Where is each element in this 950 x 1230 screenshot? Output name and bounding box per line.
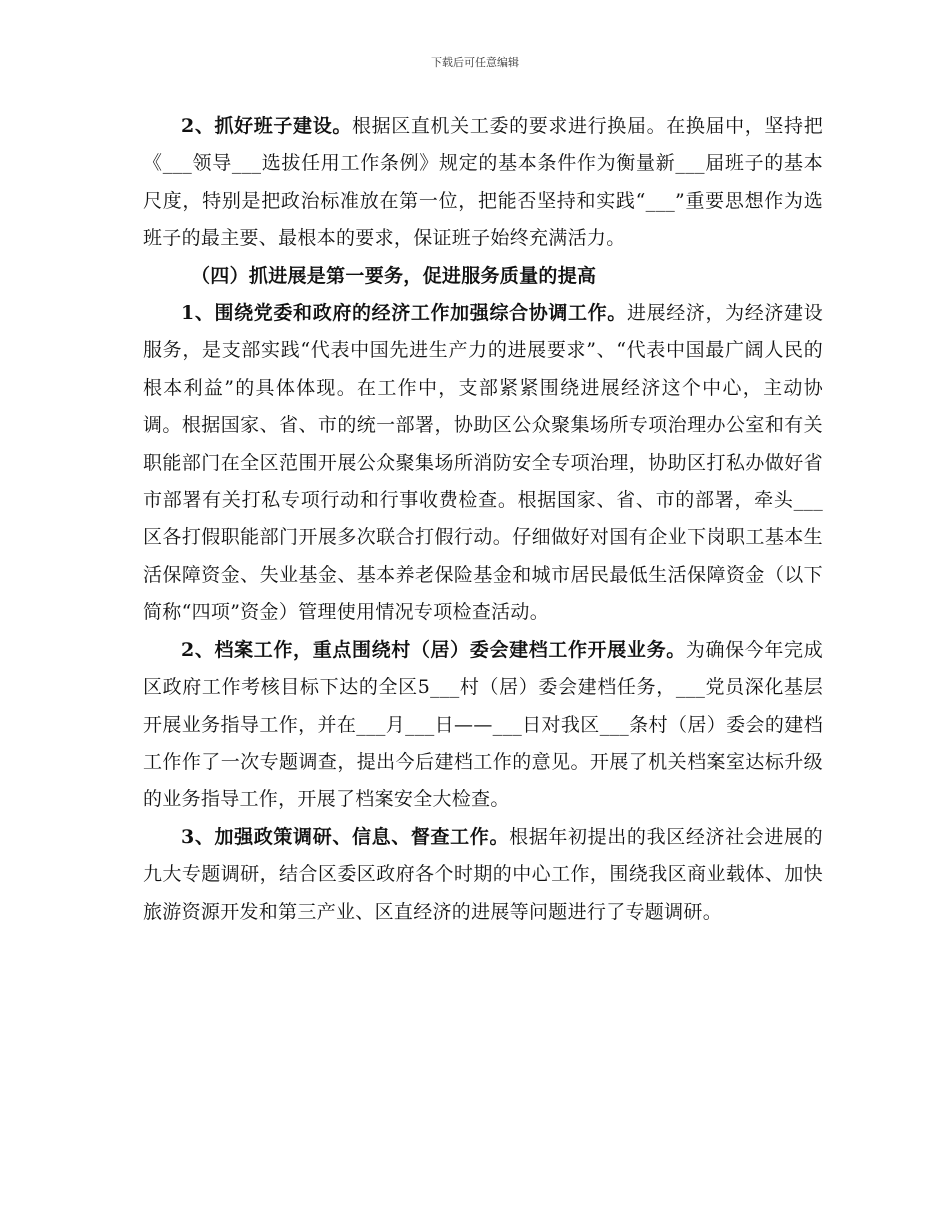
paragraph-text: 根据年初提出的我区经济社会进展的九大专题调研，结合区委区政府各个时期的中心工作，围绕我区商业载体、加快旅游资源开发和第三产业、区直经济的进展等问题进行了专题调研。	[143, 825, 823, 923]
paragraph-economic-coordination	[143, 295, 823, 632]
document-body	[143, 108, 823, 931]
paragraph-lead: 2、档案工作，重点围绕村（居）委会建档工作开展业务。	[181, 638, 686, 661]
paragraph-team-building	[143, 108, 823, 258]
paragraph-lead: 2、抓好班子建设。	[181, 115, 352, 137]
paragraph-lead: 1、围绕党委和政府的经济工作加强综合协调工作。	[181, 302, 627, 325]
paragraph-lead: 3、加强政策调研、信息、督查工作。	[181, 825, 510, 848]
paragraph-archives	[143, 632, 823, 819]
paragraph-text: 为确保今年完成区政府工作考核目标下达的全区5___村（居）委会建档任务，___党员深化基层开展业务指导工作，并在___月___日——___日对我区___条村（居）委会的建档工作作了一次专题调查，提出今后建档工作的意见。开展了机关档案室达标升级的业务指导工作，开展了档案安全大检查。	[143, 638, 823, 811]
paragraph-text: 根据区直机关工委的要求进行换届。在换届中，坚持把《___领导___选拔任用工作条例》规定的基本条件作为衡量新___届班子的基本尺度，特别是把政治标准放在第一位，把能否坚持和实践“___”重要思想作为选班子的最主要、最根本的要求，保证班子始终充满活力。	[143, 115, 824, 250]
paragraph-text: 进展经济，为经济建设服务，是支部实践“代表中国先进生产力的进展要求”、“代表中国最广阔人民的根本利益”的具体体现。在工作中，支部紧紧围绕进展经济这个中心，主动协调。根据国家、省、市的统一部署，协助区公众聚集场所专项治理办公室和有关职能部门在全区范围开展公众聚集场所消防安全专项治理，协助区打私办做好省市部署有关打私专项行动和行事收费检查。根据国家、省、市的部署，牵头___区各打假职能部门开展多次联合打假行动。仔细做好对国有企业下岗职工基本生活保障资金、失业基金、基本养老保险基金和城市居民最低生活保障资金（以下简称“四项”资金）管理使用情况专项检查活动。	[143, 302, 823, 624]
paragraph-policy-research	[143, 819, 823, 931]
section-heading: （四）抓进展是第一要务，促进服务质量的提高	[191, 264, 597, 287]
page-header-note: 下载后可任意编辑	[431, 56, 519, 69]
